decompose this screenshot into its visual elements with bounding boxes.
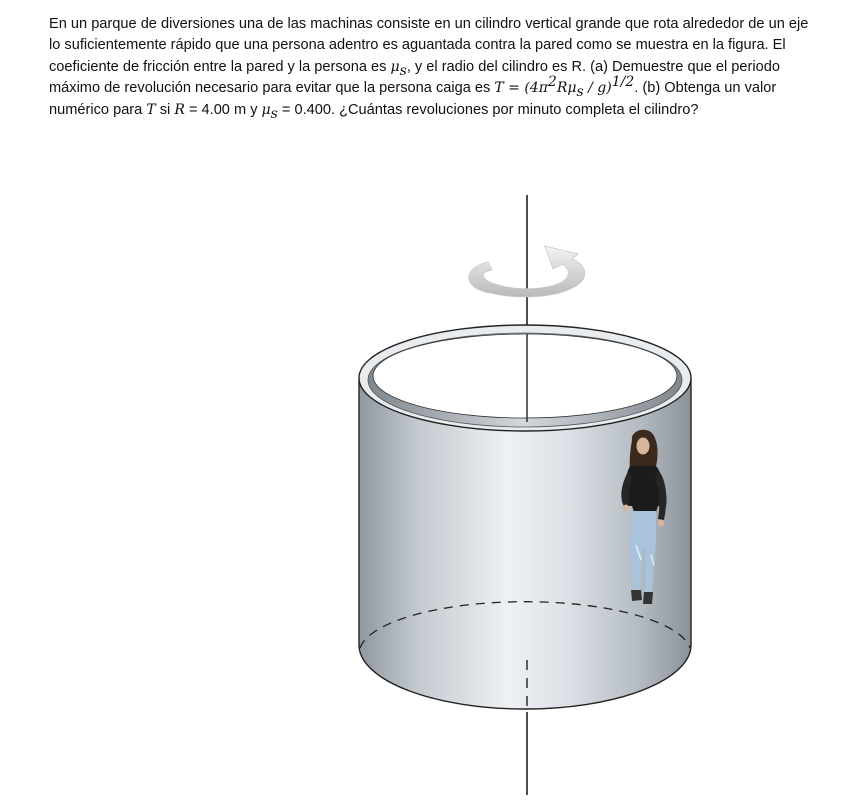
formula-mu: μ — [567, 80, 577, 97]
formula-mu-subscript: s — [576, 84, 584, 101]
mu-value-and-question: = 0.400. ¿Cuántas revoluciones por minuto completa el cilindro? — [277, 101, 699, 118]
mu-symbol: μ — [390, 58, 400, 75]
mu-variable-subscript: s — [270, 105, 278, 122]
formula-T: T — [494, 80, 504, 97]
formula-R: R — [556, 80, 568, 97]
formula-square: 2 — [547, 74, 557, 91]
mu-subscript: s — [399, 62, 407, 79]
problem-part-b: . (b) Obtenga un valor numérico para — [49, 80, 777, 118]
cylinder-inner-opening — [373, 334, 677, 418]
problem-intro: En un parque de diversiones una de las machinas consiste en un cilindro vertical grande que rota alrededor de un eje lo suficientemente rápido que una persona adentro es aguantada contra la pared como se muestra en la figura. El coeficiente de fricción entre la pared y la persona es — [49, 16, 809, 75]
si-text: si — [155, 101, 175, 118]
mu-variable: μ — [261, 101, 271, 118]
R-value: = 4.00 m y — [184, 101, 262, 118]
formula-eq-open: = (4π — [503, 80, 548, 97]
formula-g: / g) — [583, 80, 612, 97]
formula-exponent: 1/2 — [611, 74, 635, 91]
R-variable: R — [174, 101, 185, 118]
T-variable: T — [146, 101, 156, 118]
problem-radius-sentence: , y el radio del cilindro es R. (a) Demuestre que el periodo máximo de revolución necesario para evitar que la persona caiga es — [49, 58, 780, 97]
